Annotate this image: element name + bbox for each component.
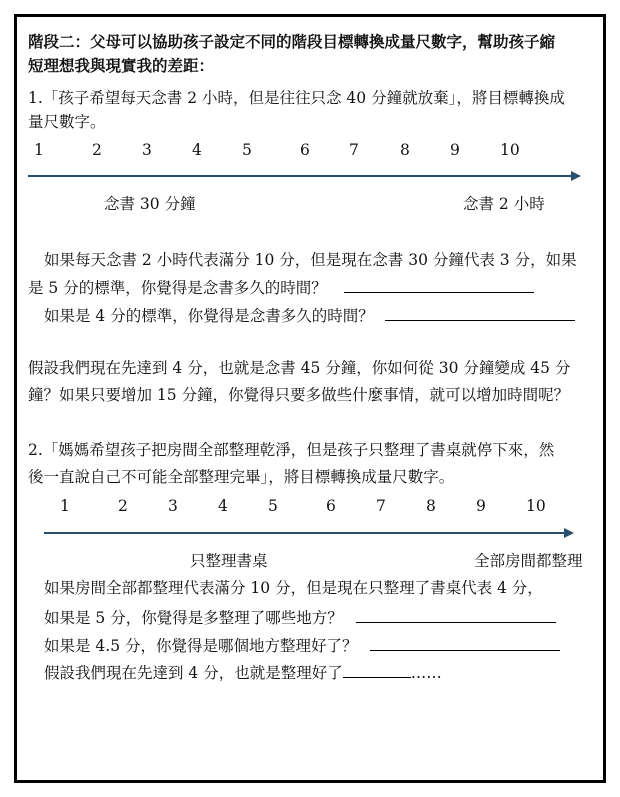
scale1-tick-9: 9	[450, 141, 460, 159]
example1-p-line1: 假設我們現在先達到 4 分，也就是念書 45 分鐘，你如何從 30 分鐘變成 45 分	[28, 359, 571, 377]
scale2-tick-8: 8	[426, 497, 436, 515]
example1-p-line2: 鐘？如果只要增加 15 分鐘，你覺得只要多做些什麼事情，就可以增加時間呢？	[28, 386, 570, 404]
example2-line2: 後一直說自己不可能全部整理完畢」，將目標轉換成量尺數字。	[28, 468, 455, 486]
example1-q1-text: 是 5 分的標準，你覺得是念書多久的時間？	[28, 279, 327, 297]
scale1-tick-6: 6	[300, 141, 310, 159]
scale1-tick-10: 10	[500, 141, 520, 159]
example1-q2-text: 如果是 4 分的標準，你覺得是念書多久的時間？	[44, 307, 374, 325]
scale2-right-label: 全部房間都整理	[474, 552, 583, 570]
scale1-tick-4: 4	[192, 141, 202, 159]
scale1-tick-1: 1	[34, 141, 44, 159]
example1-q1-line2	[28, 276, 534, 298]
scale1-arrow	[28, 175, 571, 177]
example1-line1: 1.「孩子希望每天念書 2 小時，但是往往只念 40 分鐘就放棄」，將目標轉換成	[28, 89, 565, 107]
scale2-tick-9: 9	[476, 497, 486, 515]
scale1-tick-8: 8	[400, 141, 410, 159]
scale1-tick-5: 5	[242, 141, 252, 159]
stage-heading-line2: 短理想我與現實我的差距：	[28, 57, 215, 75]
scale2-tick-10: 10	[526, 497, 546, 515]
example2-q4	[44, 661, 442, 683]
scale2-tick-4: 4	[218, 497, 228, 515]
scale2-tick-6: 6	[326, 497, 336, 515]
example2-line1: 2.「媽媽希望孩子把房間全部整理乾淨，但是孩子只整理了書桌就停下來，然	[28, 441, 555, 459]
example2-q3-text: 如果是 4.5 分，你覺得是哪個地方整理好了？	[44, 637, 358, 655]
answer-blank[interactable]	[344, 276, 534, 293]
answer-blank[interactable]	[370, 634, 560, 651]
answer-blank[interactable]	[385, 304, 575, 321]
scale2-left-label: 只整理書桌	[190, 552, 268, 570]
scale1-right-label: 念書 2 小時	[463, 195, 545, 213]
example2-q1: 如果房間全部都整理代表滿分 10 分，但是現在只整理了書桌代表 4 分，	[44, 579, 543, 597]
example2-q4-ellipsis: ……	[410, 664, 442, 682]
scale2-tick-1: 1	[60, 497, 70, 515]
stage-heading-line1: 階段二：父母可以協助孩子設定不同的階段目標轉換成量尺數字，幫助孩子縮	[28, 33, 556, 51]
example2-q3	[44, 634, 560, 656]
scale2-tick-3: 3	[168, 497, 178, 515]
example1-q1-line1: 如果每天念書 2 小時代表滿分 10 分，但是現在念書 30 分鐘代表 3 分，如果	[44, 251, 577, 269]
example1-line2: 量尺數字。	[28, 113, 106, 131]
scale2-arrow	[44, 532, 564, 534]
example1-q2	[44, 304, 575, 326]
example2-q2	[44, 606, 556, 628]
scale1-left-label: 念書 30 分鐘	[104, 195, 196, 213]
example2-q4-text: 假設我們現在先達到 4 分，也就是整理好了	[44, 664, 343, 682]
scale2-tick-2: 2	[118, 497, 128, 515]
scale2-tick-7: 7	[376, 497, 386, 515]
answer-blank[interactable]	[356, 606, 556, 623]
scale1-tick-2: 2	[92, 141, 102, 159]
scale1-tick-7: 7	[349, 141, 359, 159]
example2-q2-text: 如果是 5 分，你覺得是多整理了哪些地方？	[44, 609, 343, 627]
scale2-tick-5: 5	[268, 497, 278, 515]
answer-blank[interactable]	[343, 661, 411, 678]
scale1-tick-3: 3	[142, 141, 152, 159]
